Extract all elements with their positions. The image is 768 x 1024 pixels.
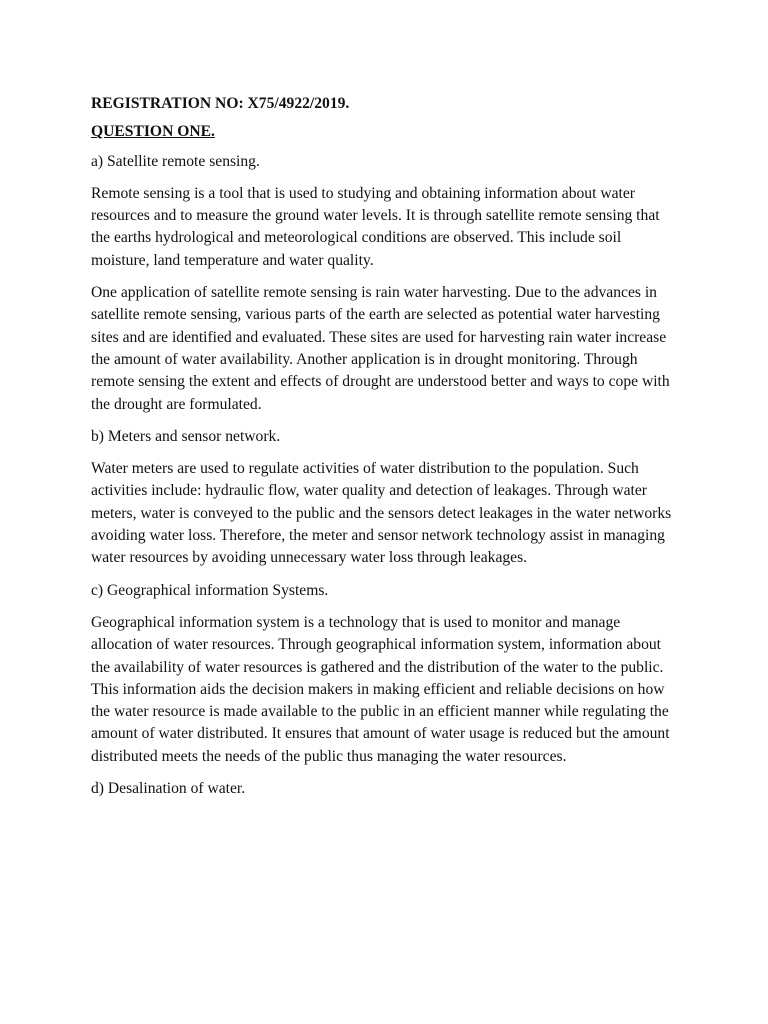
document-page xyxy=(91,93,681,810)
section-a-heading: a) Satellite remote sensing. xyxy=(91,152,260,170)
section-d-heading: d) Desalination of water. xyxy=(91,780,246,798)
section-a-paragraph-1: Remote sensing is a tool that is used to studying and obtaining information about water resources and to measure the ground water levels. It is through satellite remote sensing that the earths hydrological and meteorological conditions are observed. This include soil moisture, land temperature and water quality. xyxy=(91,184,660,269)
section-c-heading: c) Geographical information Systems. xyxy=(91,581,329,599)
section-a-paragraph-2: One application of satellite remote sensing is rain water harvesting. Due to the advances in satellite remote sensing, various parts of the earth are selected as potential water harvesting sites and are identified and evaluated. These sites are used for harvesting rain water increase the amount of water availability. Another application is in drought monitoring. Through remote sensing the extent and effects of drought are understood better and ways to cope with the drought are formulated. xyxy=(91,284,670,413)
section-b-paragraph-1: Water meters are used to regulate activities of water distribution to the population. Such activities include: hydraulic flow, water quality and detection of leakages. Through water meters, water is conveyed to the public and the sensors detect leakages in the water networks avoiding water loss. Therefore, the meter and sensor network technology assist in managing water resources by avoiding unnecessary water loss through leakages. xyxy=(91,460,672,567)
registration-number: REGISTRATION NO: X75/4922/2019. xyxy=(91,95,350,112)
section-b-heading: b) Meters and sensor network. xyxy=(91,427,281,445)
question-heading: QUESTION ONE. xyxy=(91,123,215,141)
section-c-paragraph-1: Geographical information system is a technology that is used to monitor and manage allocation of water resources. Through geographical information system, information about the availability of water resources is gathered and the distribution of the water to the public. This information aids the decision makers in making efficient and reliable decisions on how the water resource is made available to the public in an efficient manner while regulating the amount of water distributed. It ensures that amount of water usage is reduced but the amount distributed meets the needs of the public thus managing the water resources. xyxy=(91,613,670,765)
